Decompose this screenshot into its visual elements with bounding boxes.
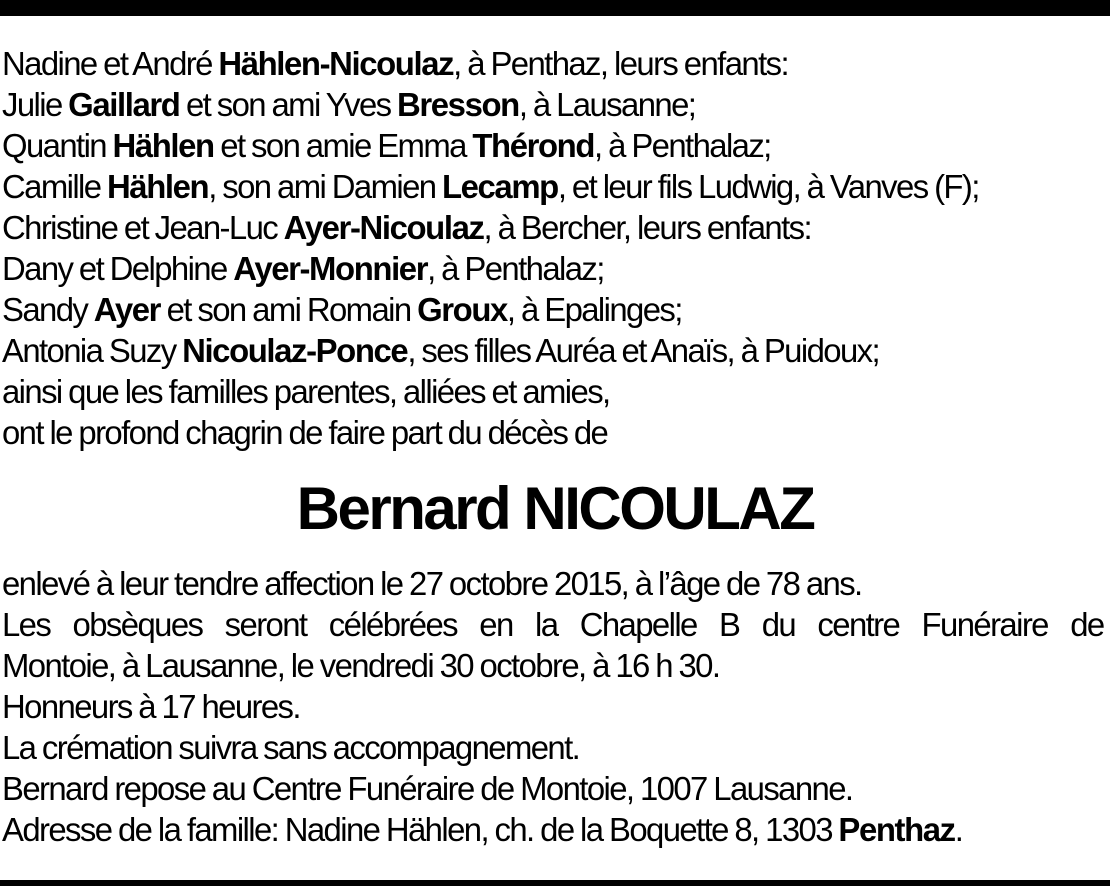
surname-bold: Thérond [472, 127, 595, 164]
text-segment: Julie [2, 86, 69, 123]
text-segment: Honneurs à 17 heures. [2, 688, 300, 725]
text-segment: , son ami Damien [208, 168, 442, 205]
text-segment: et son amie Emma [213, 127, 473, 164]
surname-bold: Nicoulaz-Ponce [182, 332, 408, 369]
family-line [2, 289, 1106, 330]
text-segment: Quantin [2, 127, 113, 164]
text-segment: , et leur fils Ludwig, à Vanves (F); [557, 168, 979, 205]
family-line [2, 207, 1106, 248]
text-segment: La crémation suivra sans accompagnement. [2, 729, 580, 766]
surname-bold: Gaillard [68, 86, 180, 123]
text-segment: enlevé à leur tendre affection le 27 octobre 2015, à l’âge de 78 ans. [2, 565, 862, 602]
text-segment: , à Penthalaz; [594, 127, 771, 164]
text-segment: Bernard repose au Centre Funéraire de Montoie, 1007 Lausanne. [2, 770, 853, 807]
surname-bold: Lecamp [441, 168, 558, 205]
detail-line [2, 645, 1106, 686]
detail-line [2, 604, 1106, 645]
text-segment: Montoie, à Lausanne, le vendredi 30 octobre, à 16 h 30. [2, 647, 720, 684]
deceased-name: Bernard NICOULAZ [296, 475, 814, 542]
text-segment: Nadine et André [2, 45, 219, 82]
text-segment: Adresse de la famille: Nadine Hählen, ch. de la Boquette 8, 1303 [2, 811, 839, 848]
text-segment: , à Epalinges; [506, 291, 682, 328]
surname-bold: Penthaz [838, 811, 955, 848]
surname-bold: Ayer-Nicoulaz [283, 209, 484, 246]
text-segment: Camille [2, 168, 107, 205]
text-segment: ont le profond chagrin de faire part du décès de [2, 414, 608, 451]
text-segment: , à Penthalaz; [427, 250, 604, 287]
text-segment: et son ami Yves [179, 86, 398, 123]
family-line [2, 248, 1106, 289]
text-segment: . [954, 811, 963, 848]
family-line [2, 43, 1106, 84]
detail-line [2, 768, 1106, 809]
detail-line [2, 563, 1106, 604]
text-segment: Dany et Delphine [2, 250, 234, 287]
text-segment: , à Penthaz, leurs enfants: [453, 45, 788, 82]
family-list [2, 43, 1110, 453]
text-segment: Christine et Jean-Luc [2, 209, 284, 246]
text-segment: ainsi que les familles parentes, alliées et amies, [2, 373, 610, 410]
surname-bold: Hählen-Nicoulaz [218, 45, 454, 82]
family-line [2, 125, 1106, 166]
family-line [2, 412, 1106, 453]
text-segment: Sandy [2, 291, 94, 328]
bottom-rule [0, 880, 1110, 886]
top-rule [0, 0, 1110, 16]
text-segment: , à Lausanne; [518, 86, 696, 123]
surname-bold: Hählen [112, 127, 214, 164]
family-line [2, 330, 1106, 371]
family-line [2, 84, 1106, 125]
detail-line [2, 809, 1106, 850]
funeral-details [2, 563, 1110, 850]
text-segment: , à Bercher, leurs enfants: [483, 209, 812, 246]
surname-bold: Groux [417, 291, 507, 328]
detail-line [2, 727, 1106, 768]
text-segment: , ses filles Auréa et Anaïs, à Puidoux; [407, 332, 880, 369]
text-segment: Antonia Suzy [2, 332, 183, 369]
family-line [2, 166, 1106, 207]
surname-bold: Hählen [106, 168, 209, 205]
surname-bold: Ayer-Monnier [233, 250, 428, 287]
surname-bold: Bresson [397, 86, 519, 123]
text-segment: Les obsèques seront célébrées en la Chapelle B du centre Funéraire de [2, 606, 1104, 643]
family-line [2, 371, 1106, 412]
text-segment: et son ami Romain [160, 291, 418, 328]
detail-line [2, 686, 1106, 727]
surname-bold: Ayer [93, 291, 161, 328]
